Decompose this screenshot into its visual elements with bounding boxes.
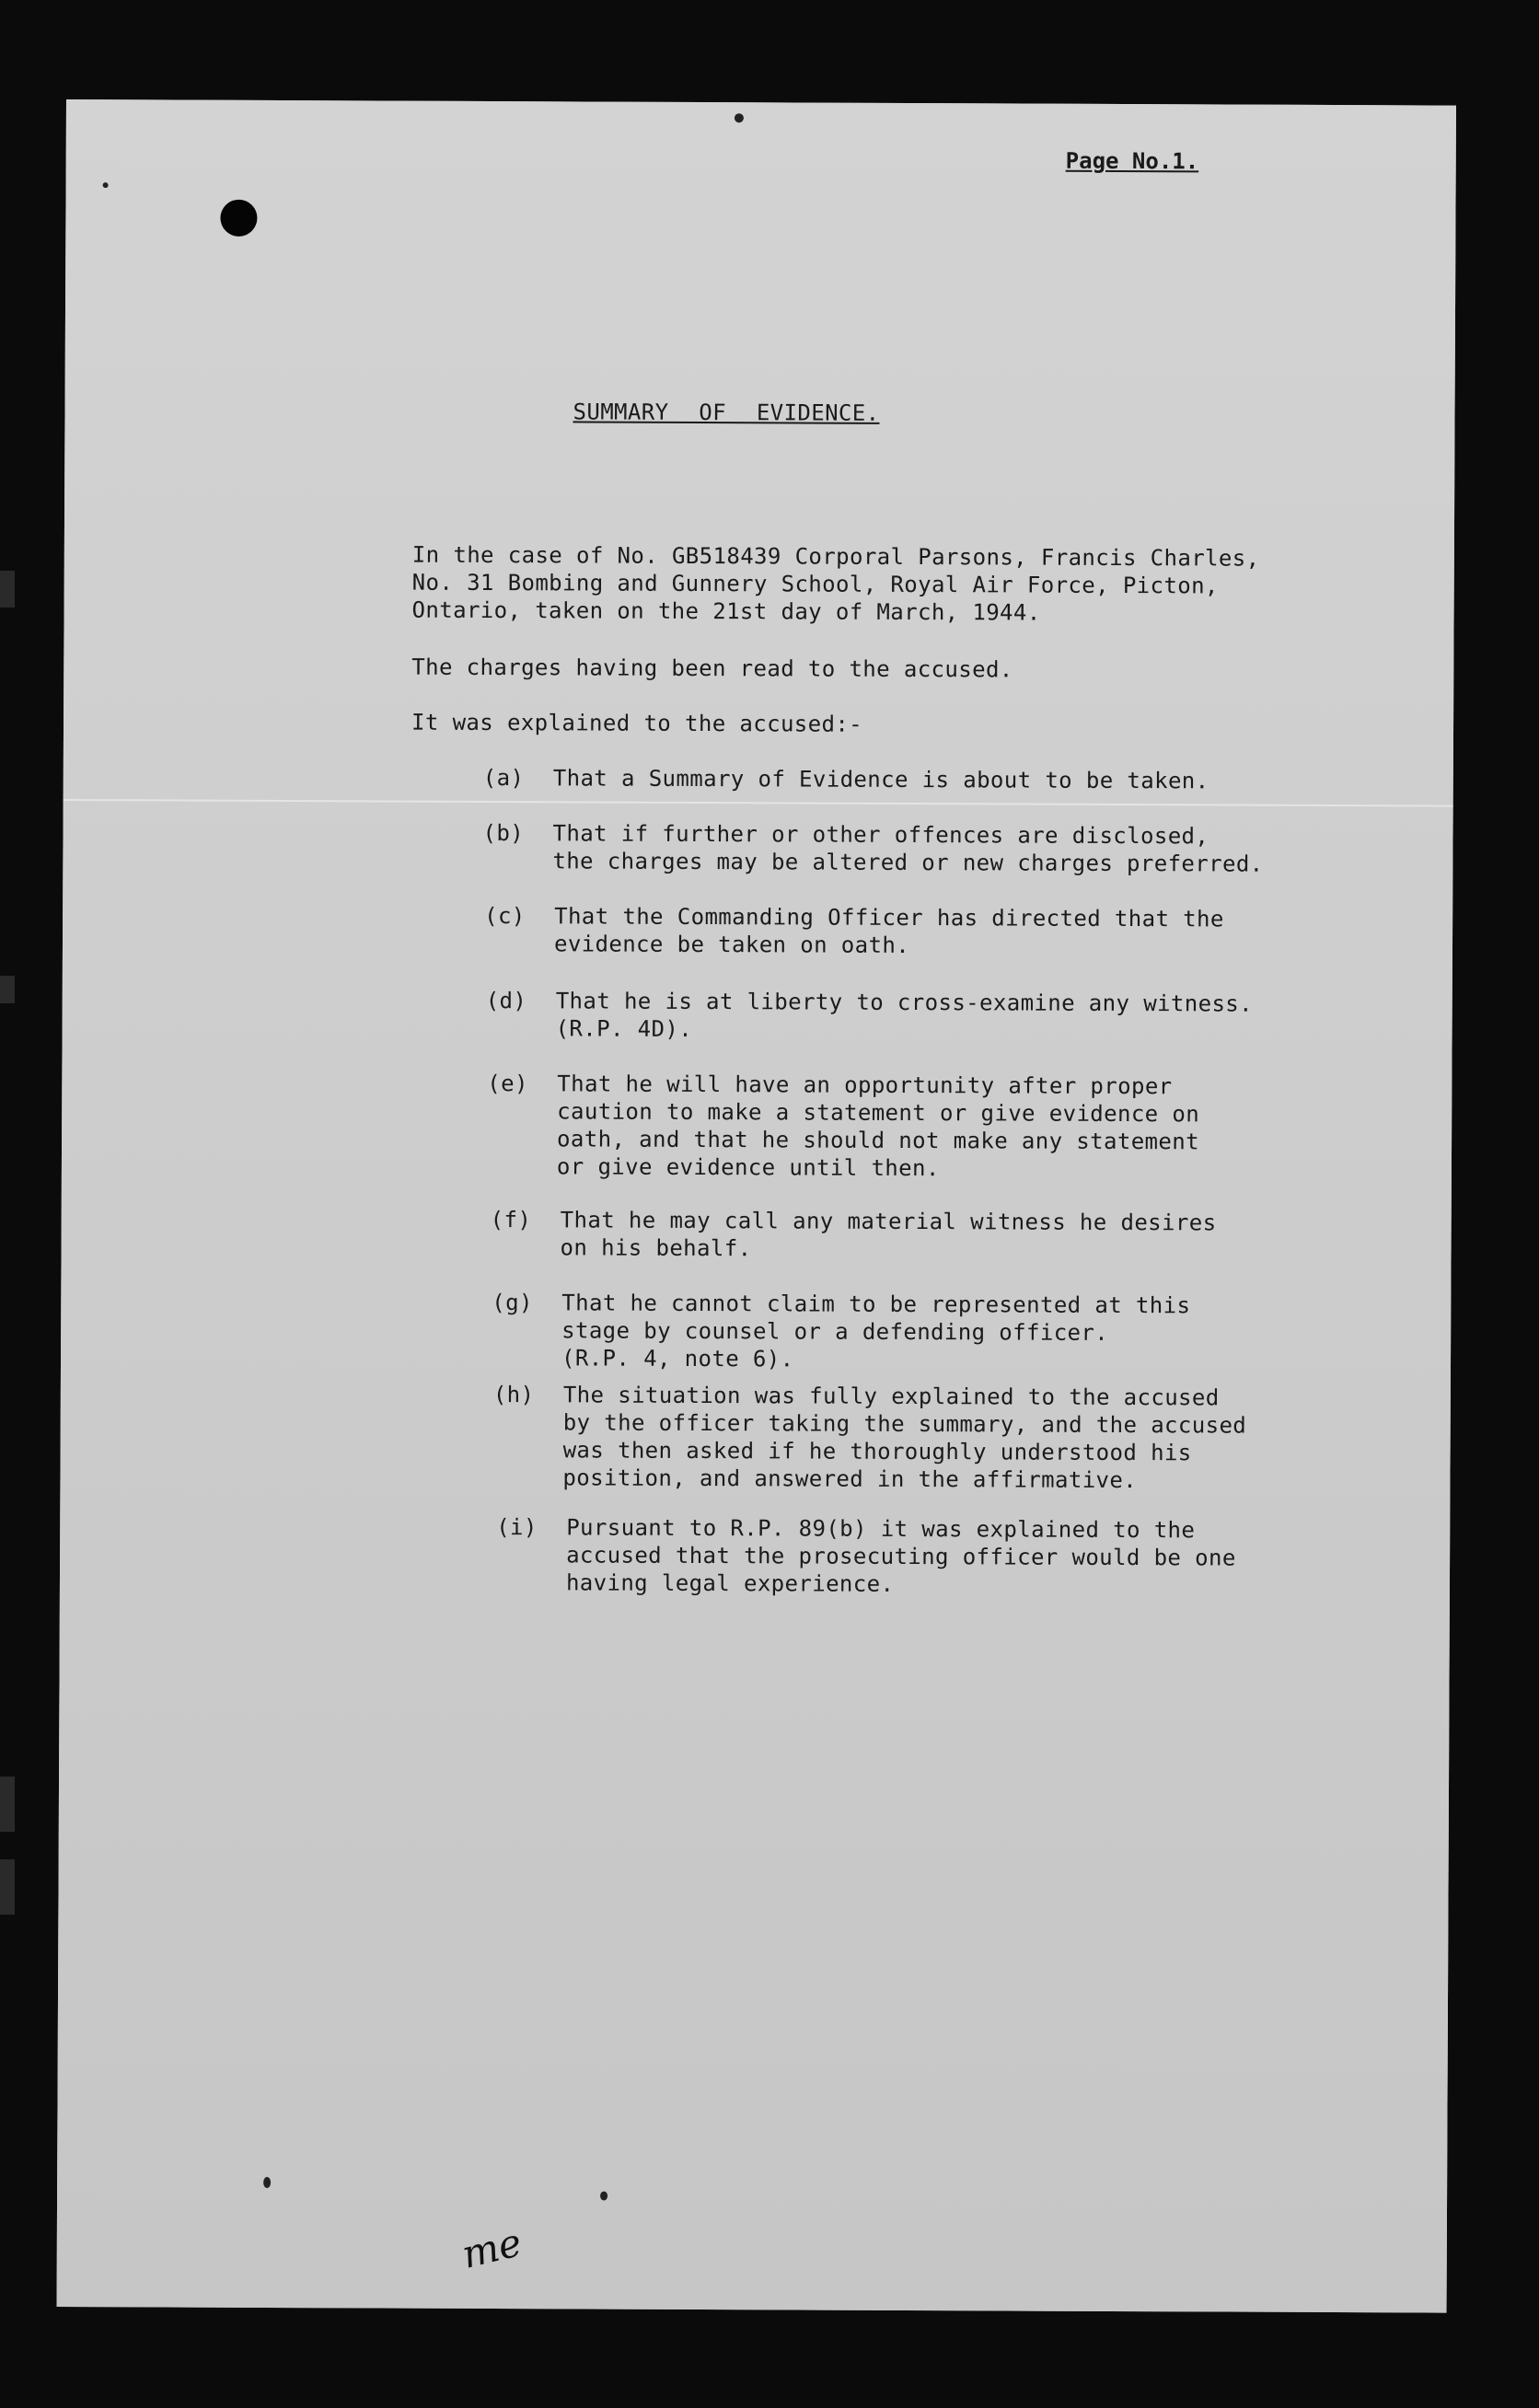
- ink-speck: [103, 182, 109, 188]
- paper-fold-line: [64, 799, 1453, 807]
- item-text: That a Summary of Evidence is about to be taken.: [552, 765, 1209, 794]
- list-item: [496, 1513, 1321, 1600]
- item-label: (h): [492, 1382, 535, 1408]
- ink-speck: [735, 113, 744, 122]
- item-text: That he will have an opportunity after proper caution to make a statement or give evidence on oath, and that he should not make any statement or give evidence until then.: [556, 1071, 1200, 1182]
- ink-speck: [263, 2177, 271, 2188]
- item-text: That the Commanding Officer has directed that the evidence be taken on oath.: [553, 903, 1224, 959]
- item-text: That he may call any material witness he desires on his behalf.: [560, 1207, 1217, 1262]
- list-item: [490, 1206, 1314, 1265]
- list-item: [483, 764, 1308, 795]
- charges-read-line: The charges having been read to the accused.: [411, 654, 1013, 683]
- document-title: SUMMARY OF EVIDENCE.: [573, 399, 880, 426]
- punch-hole: [220, 200, 257, 237]
- item-label: (e): [487, 1071, 528, 1097]
- explained-intro-line: It was explained to the accused:-: [411, 709, 863, 737]
- handwritten-initials: me: [457, 2219, 526, 2278]
- item-label: (c): [484, 902, 526, 930]
- item-text: That he cannot claim to be represented at this stage by counsel or a defending officer. (R.P. 4, note 6).: [561, 1290, 1191, 1372]
- page-number: Page No.1.: [1065, 147, 1199, 175]
- item-text: That if further or other offences are disclosed, the charges may be altered or new charges preferred.: [552, 820, 1264, 877]
- document-page: [57, 99, 1456, 2313]
- item-label: (a): [482, 764, 525, 792]
- list-item: [482, 819, 1307, 878]
- item-label: (b): [482, 819, 525, 847]
- ink-speck: [600, 2192, 608, 2201]
- item-text: That he is at liberty to cross-examine any witness. (R.P. 4D).: [555, 988, 1254, 1042]
- film-edge-mark: [0, 571, 15, 608]
- list-item: [484, 902, 1309, 961]
- case-intro-paragraph: In the case of No. GB518439 Corporal Parsons, Francis Charles, No. 31 Bombing and Gunnery School, Royal Air Force, Picton, Ontario, taken on the 21st day of March, 1944.: [411, 541, 1260, 626]
- item-label: (i): [496, 1514, 538, 1541]
- item-text: Pursuant to R.P. 89(b) it was explained to the accused that the prosecuting officer would be one having legal experience.: [565, 1514, 1236, 1597]
- item-label: (f): [490, 1207, 532, 1233]
- item-label: (d): [485, 987, 527, 1014]
- item-text: The situation was fully explained to the accused by the officer taking the summary, and the accused was then asked if he thoroughly understood his position, and answered in the affirmative.: [562, 1382, 1247, 1494]
- list-item: [486, 987, 1311, 1046]
- list-item: [492, 1289, 1316, 1375]
- list-item: [487, 1070, 1313, 1184]
- film-edge-mark: [0, 976, 15, 1003]
- film-edge-mark: [0, 1777, 15, 1832]
- list-item: [492, 1381, 1318, 1495]
- item-label: (g): [492, 1290, 533, 1316]
- film-edge-mark: [0, 1859, 15, 1915]
